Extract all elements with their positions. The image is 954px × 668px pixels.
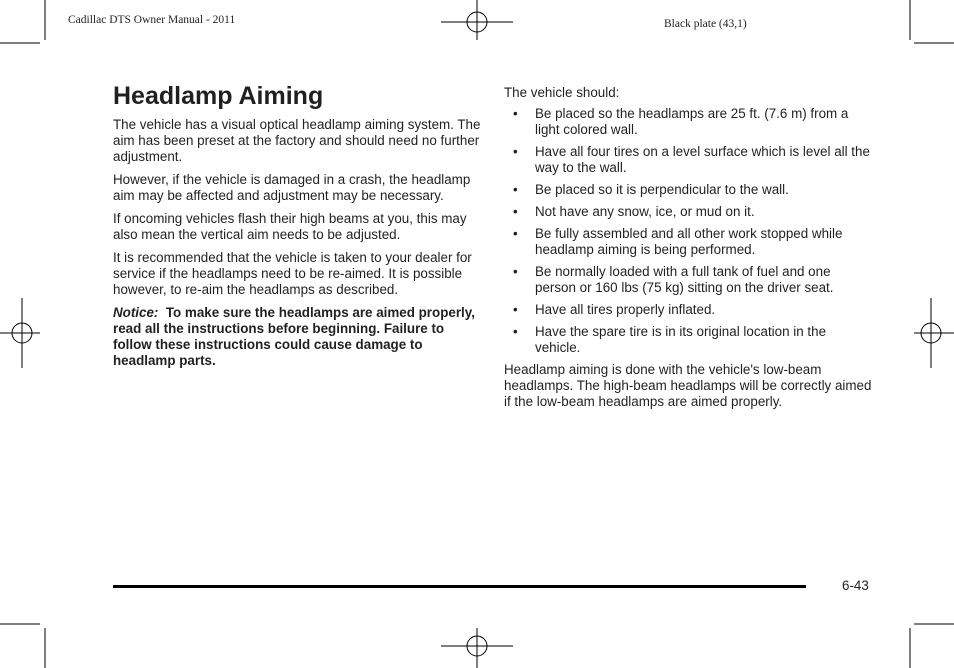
bullet-icon: • xyxy=(513,264,518,279)
list-item-text: Be placed so it is perpendicular to the wall. xyxy=(535,182,789,197)
running-header-title: Cadillac DTS Owner Manual - 2011 xyxy=(68,14,236,26)
bullet-icon: • xyxy=(513,302,518,317)
list-item-text: Not have any snow, ice, or mud on it. xyxy=(535,204,755,219)
list-item-text: Be placed so the headlamps are 25 ft. (7.6 m) from a light colored wall. xyxy=(535,106,849,137)
list-item-text: Have all four tires on a level surface which is level all the way to the wall. xyxy=(535,144,870,175)
list-item xyxy=(504,182,874,198)
requirements-list xyxy=(504,106,874,356)
list-item-text: Have the spare tire is in its original location in the vehicle. xyxy=(535,324,827,355)
registration-target-bottom-icon xyxy=(441,628,513,668)
list-item xyxy=(504,264,874,296)
list-item xyxy=(504,144,874,176)
right-column xyxy=(504,85,874,417)
list-intro: The vehicle should: xyxy=(504,85,620,100)
registration-target-left-icon xyxy=(0,298,40,368)
list-item xyxy=(504,204,874,220)
notice-text: To make sure the headlamps are aimed properly, read all the instructions before beginning. Failure to follow these instructions could cause damage to headlamp parts. xyxy=(113,305,475,368)
left-column xyxy=(113,117,483,376)
paragraph: It is recommended that the vehicle is taken to your dealer for service if the headlamps need to be re-aimed. It is possible however, to re-aim the headlamps as described. xyxy=(113,250,472,297)
notice-block xyxy=(113,305,483,369)
paragraph: However, if the vehicle is damaged in a crash, the headlamp aim may be affected and adjustment may be necessary. xyxy=(113,172,471,203)
running-header-plate: Black plate (43,1) xyxy=(664,18,747,30)
bullet-icon: • xyxy=(513,226,518,241)
notice-label: Notice: xyxy=(113,305,159,320)
page-number: 6-43 xyxy=(842,578,869,593)
registration-target-right-icon xyxy=(914,298,954,368)
list-item xyxy=(504,226,874,258)
paragraph: The vehicle has a visual optical headlamp aiming system. The aim has been preset at the factory and should need no further adjustment. xyxy=(113,117,481,164)
bullet-icon: • xyxy=(513,324,518,339)
list-item xyxy=(504,324,874,356)
closing-paragraph: Headlamp aiming is done with the vehicle's low-beam headlamps. The high-beam headlamps will be correctly aimed if the low-beam headlamps are aimed properly. xyxy=(504,362,872,409)
page-title: Headlamp Aiming xyxy=(113,82,324,110)
list-item-text: Be normally loaded with a full tank of fuel and one person or 160 lbs (75 kg) sitting on the driver seat. xyxy=(535,264,834,295)
footer-rule xyxy=(113,585,806,588)
paragraph: If oncoming vehicles flash their high beams at you, this may also mean the vertical aim needs to be adjusted. xyxy=(113,211,467,242)
bullet-icon: • xyxy=(513,204,518,219)
bullet-icon: • xyxy=(513,144,518,159)
list-item-text: Have all tires properly inflated. xyxy=(535,302,716,317)
registration-target-top-icon xyxy=(441,0,513,40)
list-item xyxy=(504,106,874,138)
bullet-icon: • xyxy=(513,106,518,121)
list-item xyxy=(504,302,874,318)
list-item-text: Be fully assembled and all other work stopped while headlamp aiming is being performed. xyxy=(535,226,843,257)
bullet-icon: • xyxy=(513,182,518,197)
